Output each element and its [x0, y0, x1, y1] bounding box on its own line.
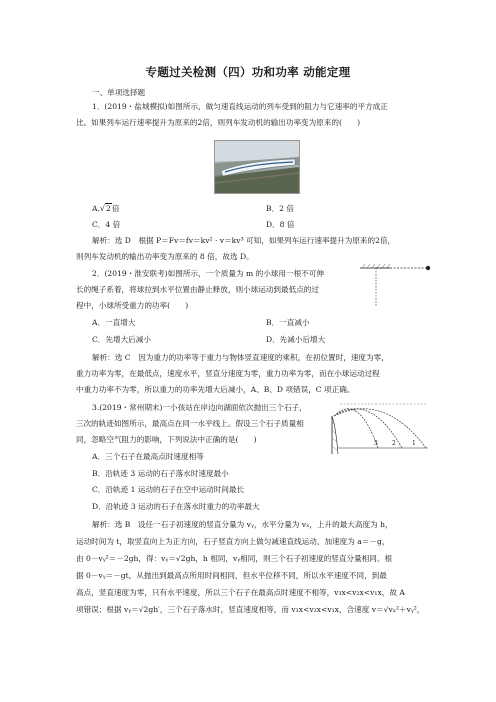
q2-option-b: B．一直减小 [266, 318, 310, 327]
train-photo [214, 140, 300, 194]
q1-line-2: 比。如果列车运行速率提升为原来的2倍，则列车发动机的输出功率变为原来的( ) [76, 118, 361, 127]
q3-line-2: 三次的轨迹如图所示，最高点在同一水平线上。假设三个石子质量相 [76, 419, 304, 428]
q3-answer-line-2: 运动时间为 t，取竖直向上为正方向，石子竖直方向上做匀减速直线运动，加速度为 a＝－g， [76, 537, 390, 546]
q2-line-1: 2．(2019・淮安联考)如图所示，一个质量为 m 的小球用一根不可伸 [92, 269, 324, 278]
q2-answer-line-3: 中重力功率不为零，所以重力的功率先增大后减小，A、B、D 项错误，C 项正确。 [76, 385, 355, 394]
q1-option-b: B．2 倍 [266, 204, 295, 213]
q2-option-a: A．一直增大 [92, 318, 136, 327]
q3-option-d: D．沿轨迹 3 运动的石子在落水时重力的功率最大 [92, 502, 260, 511]
trajectory-label-3: 3 [374, 440, 378, 447]
trajectory-label-1: 1 [412, 440, 416, 447]
section-heading: 一、单项选择题 [92, 88, 146, 97]
page-title: 专题过关检测（四）功和功率 动能定理 [145, 65, 351, 79]
q1-option-c: C．4 倍 [92, 220, 121, 229]
q3-option-c: C．沿轨迹 1 运动的石子在空中运动时间最长 [92, 485, 245, 494]
q2-line-2: 长的绳子系着，将球拉到水平位置由静止释放，则小球运动到最低点的过 [76, 285, 319, 294]
q2-option-d: D．先减小后增大 [266, 335, 326, 344]
q2-line-3: 程中，小球所受重力的功率( ) [76, 301, 189, 310]
trajectory-label-2: 2 [392, 440, 396, 447]
q1-option-d: D．8 倍 [266, 220, 295, 229]
q3-answer-line-6: 项错误；根据 vᵧ＝√2gh′，三个石子落水时，竖直速度相等，而 v₃x<v₂x<v₁x，合速度 v＝√vₓ²＋vᵧ²， [76, 605, 425, 614]
q3-line-1: 3.(2019・常州期末)一小孩站在岸边向湖面依次抛出三个石子， [92, 403, 307, 412]
q3-option-a: A．三个石子在最高点时速度相等 [92, 452, 204, 461]
q1-option-a-label: A. [92, 204, 100, 213]
q1-answer-line-2: 则列车发动机的输出功率变为原来的 8 倍，故选 D。 [76, 252, 254, 261]
q2-answer-line-2: 重力功率为零，在最低点，速度水平，竖直分速度为零，重力功率为零，而在小球运动过程 [76, 369, 380, 378]
q1-option-a-radicand: 2 [106, 204, 111, 213]
q3-option-b: B．沿轨迹 3 运动的石子落水时速度最小 [92, 469, 229, 478]
q1-answer-line-1: 解析：选 D 根据 P＝Fv＝fv＝kv² · v＝kv³ 可知，如果列车运行速率提升为原来的2倍， [92, 236, 396, 245]
q3-answer-line-4: 据 0－vᵧ＝－gt，从抛出到最高点所用时间相同，但水平位移不同，所以水平速度不同，到最 [76, 571, 387, 580]
q3-answer-line-1: 解析：选 B 设任一石子初速度的竖直分量为 vᵧ，水平分量为 vₓ，上升的最大高度为 h， [92, 520, 393, 529]
trajectory-figure [330, 398, 430, 456]
pendulum-figure [356, 262, 436, 312]
q3-line-3: 同，忽略空气阻力的影响，下列说法中正确的是( ) [76, 435, 257, 444]
q2-answer-line-1: 解析：选 C 因为重力的功率等于重力与物体竖直速度的乘积，在初位置时，速度为零， [92, 353, 389, 362]
q1-option-a: A.√2倍 [92, 204, 120, 213]
q3-answer-line-5: 高点，竖直速度为零，只有水平速度，所以三个石子在最高点时速度不相等，v₃x<v₂x<v₁x，故 A [76, 588, 405, 597]
q1-option-a-unit: 倍 [111, 204, 120, 213]
q3-answer-line-3: 由 0－vᵧ²＝－2gh，得：vᵧ＝√2gh，h 相同，vᵧ相同，则三个石子初速度的竖直分量相同。根 [76, 554, 393, 563]
q1-line-1: 1．(2019・盐城模拟)如图所示，做匀速直线运动的列车受到的阻力与它速率的平方成正 [92, 102, 388, 111]
q2-option-c: C．先增大后减小 [92, 335, 151, 344]
